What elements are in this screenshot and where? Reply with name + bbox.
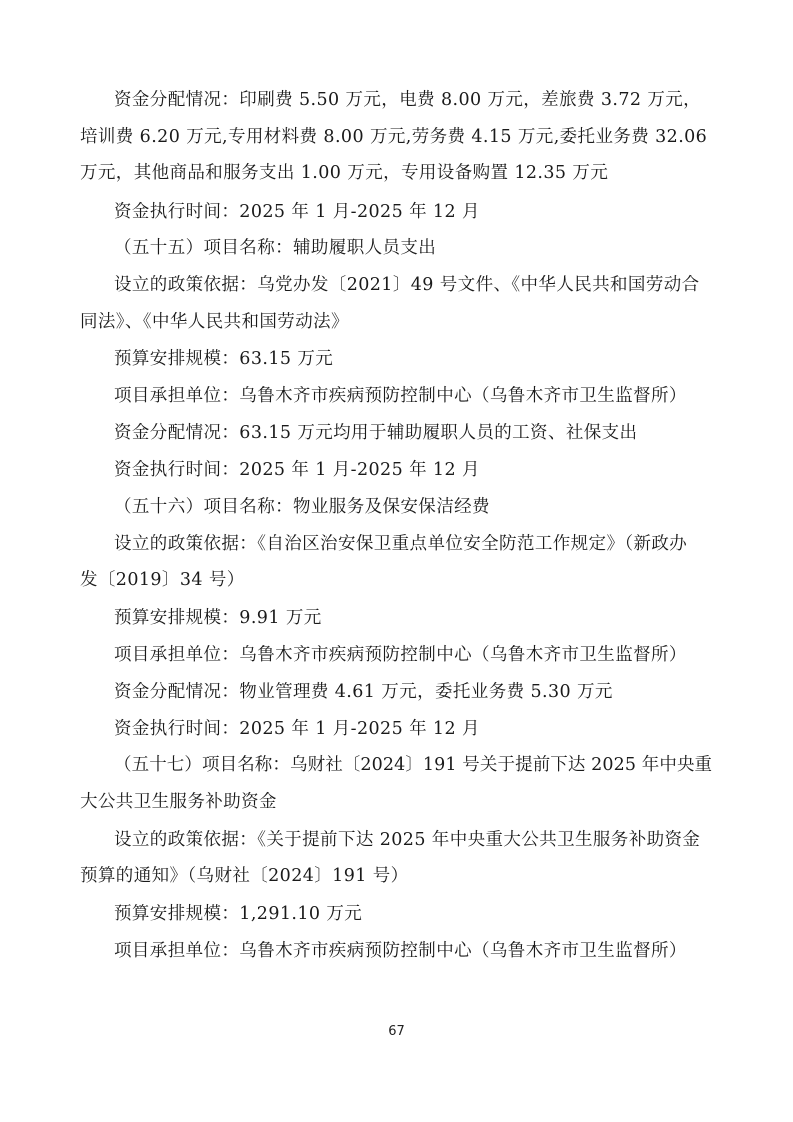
page-number: 67 [388,1024,405,1039]
text-line: 项目承担单位：乌鲁木齐市疾病预防控制中心（乌鲁木齐市卫生监督所） [114,386,687,406]
text-line: 培训费 6.20 万元,专用材料费 8.00 万元,劳务费 4.15 万元,委托业务费 32.06 [80,127,708,147]
text-line: 大公共卫生服务补助资金 [80,792,277,812]
section-heading: （五十五）项目名称：辅助履职人员支出 [114,238,437,258]
text-line: 同法》、《中华人民共和国劳动法》 [80,312,349,332]
text-line: 资金分配情况：63.15 万元均用于辅助履职人员的工资、社保支出 [114,423,638,443]
text-line: 资金分配情况：印刷费 5.50 万元，电费 8.00 万元，差旅费 3.72 万元， [114,90,702,110]
text-line: 发〔2019〕34 号） [80,570,245,590]
text-line: 设立的政策依据：《关于提前下达 2025 年中央重大公共卫生服务补助资金 [114,830,701,850]
text-line: 资金执行时间：2025 年 1 月-2025 年 12 月 [114,202,480,222]
text-line: 预算安排规模：63.15 万元 [114,349,334,369]
text-line: 设立的政策依据：《自治区治安保卫重点单位安全防范工作规定》（新政办 [114,534,688,554]
text-line: 项目承担单位：乌鲁木齐市疾病预防控制中心（乌鲁木齐市卫生监督所） [114,645,687,665]
section-heading: （五十六）项目名称：物业服务及保安保洁经费 [114,497,490,517]
section-heading: （五十七）项目名称：乌财社〔2024〕191 号关于提前下达 2025 年中央重 [114,755,713,775]
text-line: 预算的通知》（乌财社〔2024〕191 号） [80,866,409,886]
text-line: 预算安排规模：1,291.10 万元 [114,904,363,924]
text-line: 预算安排规模：9.91 万元 [114,608,322,628]
text-line: 资金分配情况：物业管理费 4.61 万元，委托业务费 5.30 万元 [114,682,613,702]
text-line: 项目承担单位：乌鲁木齐市疾病预防控制中心（乌鲁木齐市卫生监督所） [114,941,687,961]
text-line: 资金执行时间：2025 年 1 月-2025 年 12 月 [114,719,480,739]
text-line: 设立的政策依据：乌党办发〔2021〕49 号文件、《中华人民共和国劳动合 [114,275,700,295]
text-line: 万元，其他商品和服务支出 1.00 万元，专用设备购置 12.35 万元 [80,163,609,183]
text-line: 资金执行时间：2025 年 1 月-2025 年 12 月 [114,460,480,480]
